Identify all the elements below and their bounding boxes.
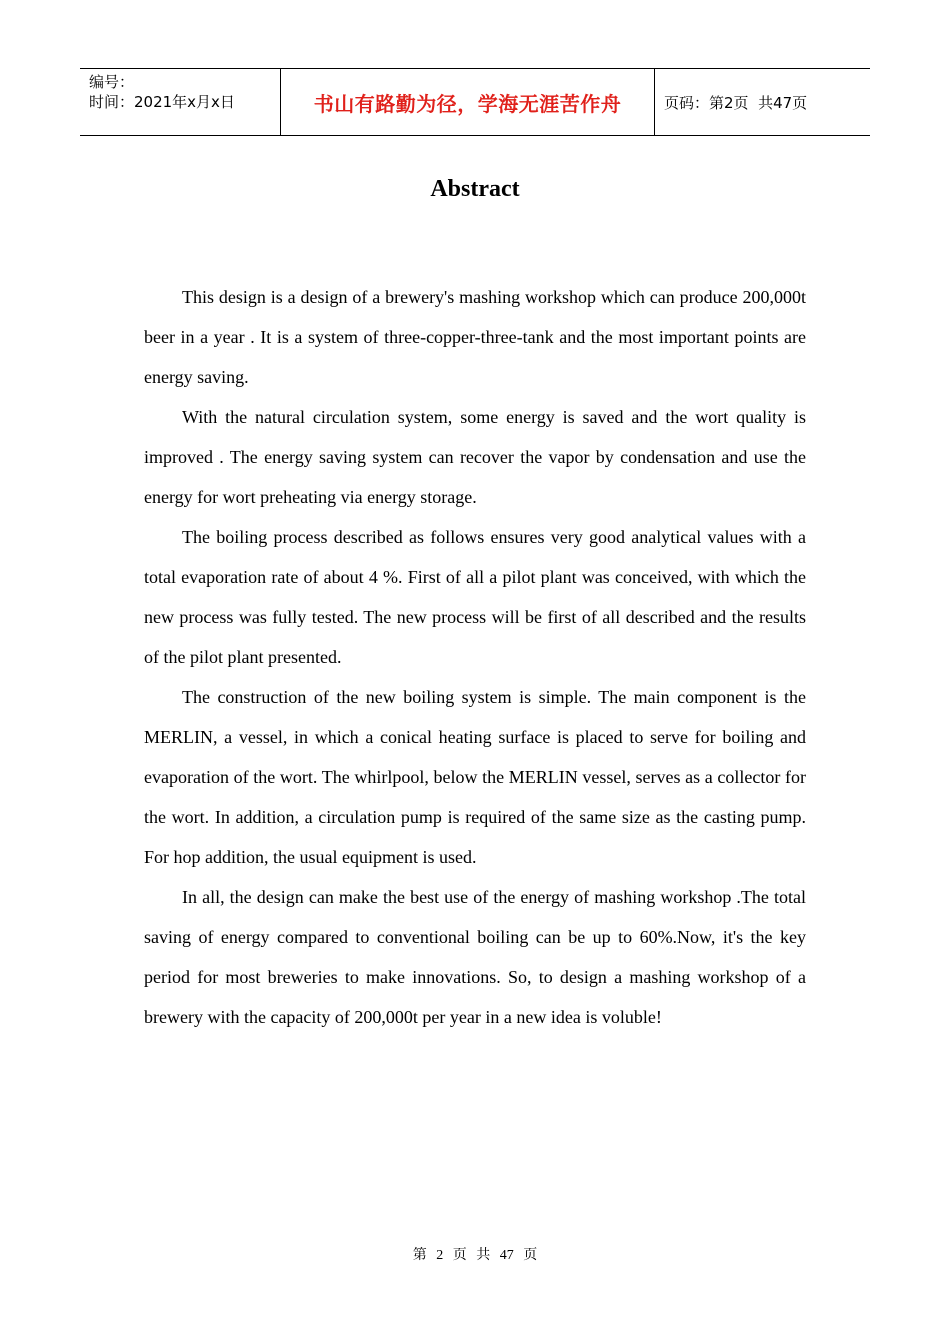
abstract-body [144, 277, 806, 1037]
header-meta [80, 69, 281, 135]
paragraph: In all, the design can make the best use of the energy of mashing workshop .The total saving of energy compared to conventional boiling can be up to 60%.Now, it's the key period for most breweries to make innovations. So, to design a mashing workshop of a brewery with the capacity of 200,000t per year in a new idea is voluble! [144, 887, 806, 1027]
paragraph: This design is a design of a brewery's mashing workshop which can produce 200,000t beer in a year . It is a system of three-copper-three-tank and the most important points are energy saving. [144, 287, 806, 387]
page-title: Abstract [430, 176, 520, 202]
page-header [80, 68, 870, 136]
date-label: 时间：2021年x月x日 [89, 93, 235, 111]
header-motto: 书山有路勤为径，学海无涯苦作舟 [281, 69, 655, 135]
paragraph: The boiling process described as follows ensures very good analytical values with a total evaporation rate of about 4 %. First of all a pilot plant was conceived, with which the new process was fully tested. The new process will be first of all described and the results of the pilot plant presented. [144, 527, 806, 667]
header-page-info: 页码：第2页 共47页 [664, 93, 808, 112]
serial-number-label: 编号： [89, 73, 135, 91]
paragraph: The construction of the new boiling system is simple. The main component is the MERLIN, a vessel, in which a conical heating surface is placed to serve for boiling and evaporation of the wort. The whirlpool, below the MERLIN vessel, serves as a collector for the wort. In addition, a circulation pump is required of the same size as the casting pump. For hop addition, the usual equipment is used. [144, 687, 806, 867]
page-footer: 第 2 页 共 47 页 [412, 1248, 538, 1263]
paragraph: With the natural circulation system, some energy is saved and the wort quality is improved . The energy saving system can recover the vapor by condensation and use the energy for wort preheating via energy storage. [144, 407, 806, 507]
